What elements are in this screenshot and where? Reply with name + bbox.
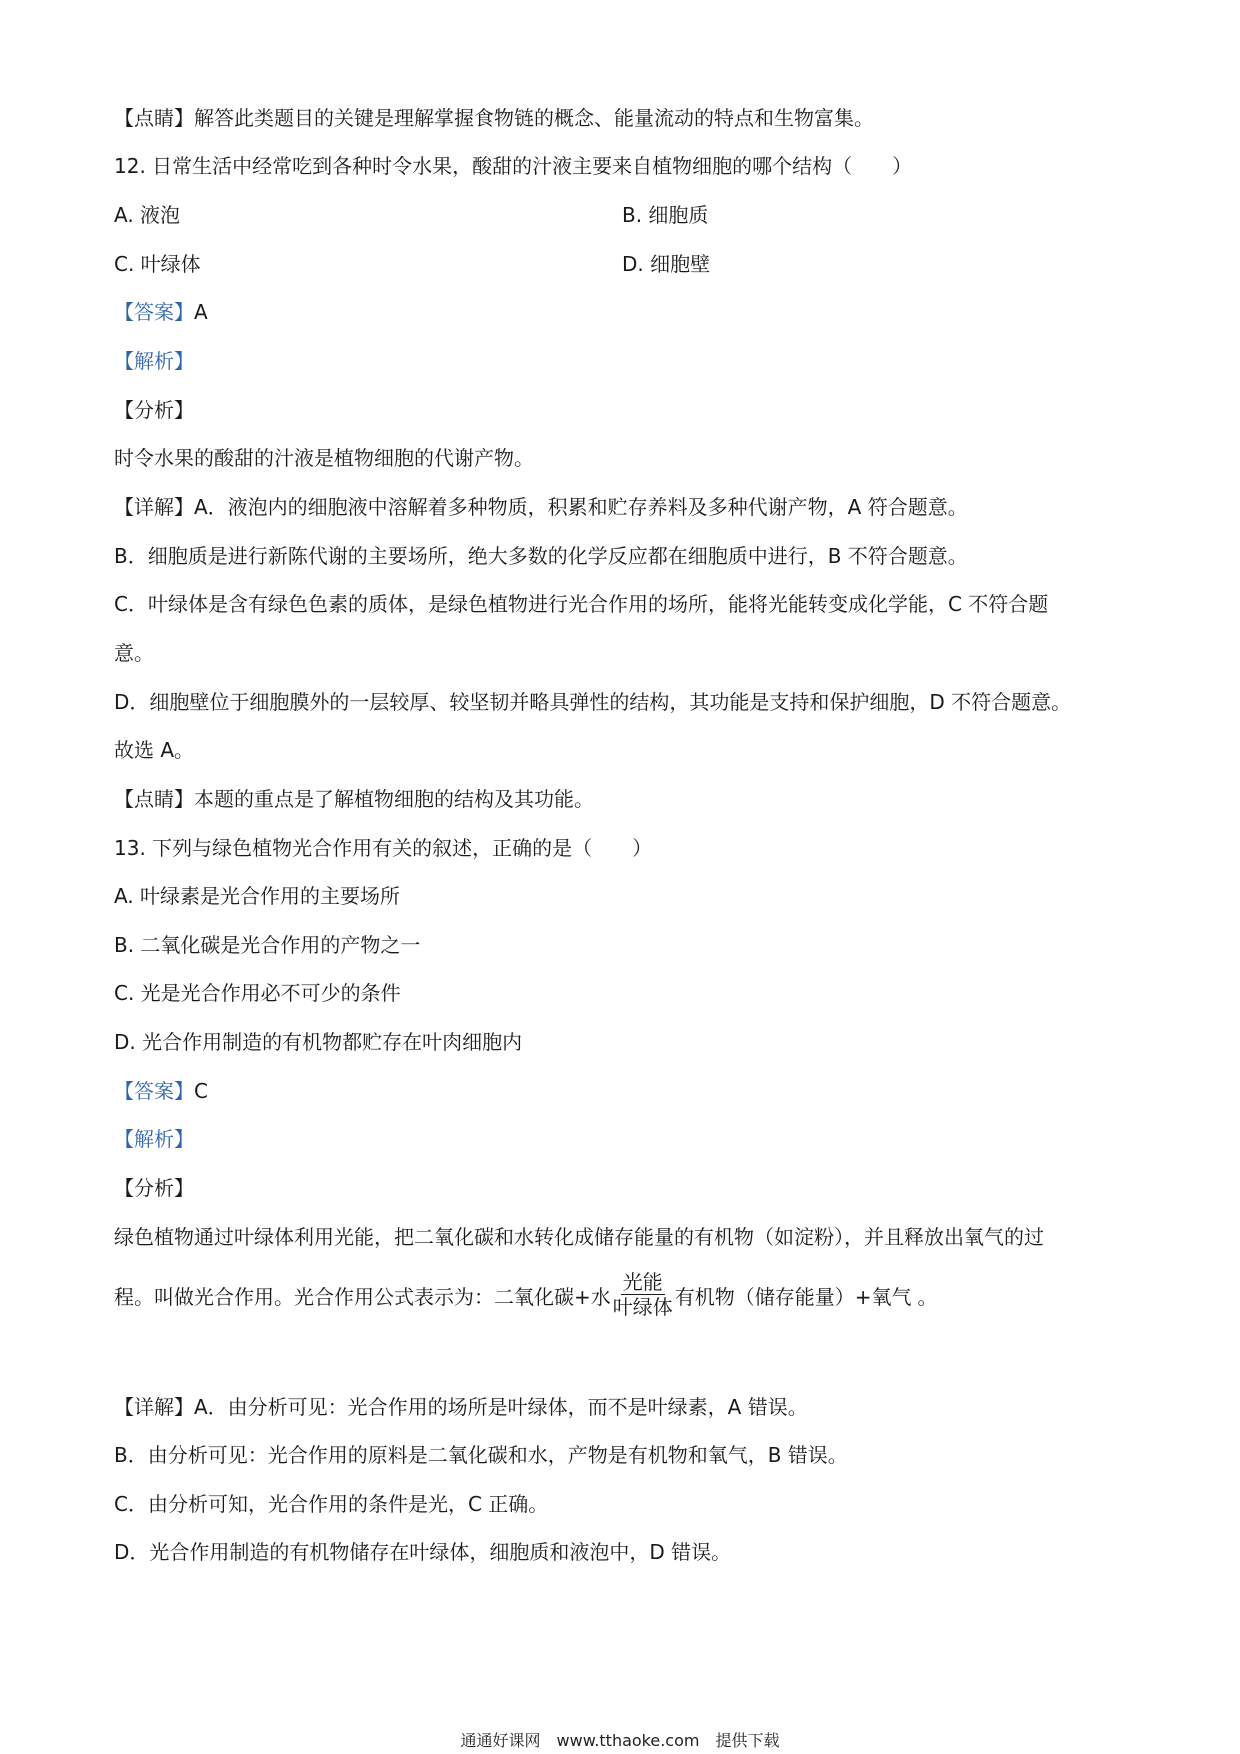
q13-detail-a (114, 1393, 808, 1421)
q13-fenxi: 【分析】 (114, 1176, 194, 1200)
q12-detail-c1: C．叶绿体是含有绿色色素的质体，是绿色植物进行光合作用的场所，能将光能转变成化学能，C 不符合题 (114, 592, 1049, 616)
q13-option-c: C. 光是光合作用必不可少的条件 (114, 981, 401, 1005)
q13-fenxi-text1: 绿色植物通过叶绿体利用光能，把二氧化碳和水转化成储存能量的有机物（如淀粉），并且释放出氧气的过 (114, 1225, 1044, 1249)
q12-fenxi-text: 时令水果的酸甜的汁液是植物细胞的代谢产物。 (114, 446, 534, 470)
formula-energy: 光能 (622, 1270, 663, 1294)
q13-detail-b: B．由分析可见：光合作用的原料是二氧化碳和水，产物是有机物和氧气，B 错误。 (114, 1443, 848, 1467)
note-text: 解答此类题目的关键是理解掌握食物链的概念、能量流动的特点和生物富集。 (194, 106, 874, 130)
note-line (114, 104, 874, 132)
formula-site: 叶绿体 (612, 1295, 673, 1319)
answer-tag: 【答案】 (114, 1079, 194, 1103)
q13-stem: 13. 下列与绿色植物光合作用有关的叙述，正确的是（ ） (114, 836, 653, 860)
q12-detail-d: D．细胞壁位于细胞膜外的一层较厚、较坚韧并略具弹性的结构，其功能是支持和保护细胞，D 不符合题意。 (114, 690, 1072, 714)
q13-answer (114, 1077, 208, 1105)
q12-selection: 故选 A。 (114, 738, 195, 762)
q12-option-d: D. 细胞壁 (622, 252, 711, 276)
q12-option-b: B. 细胞质 (622, 203, 709, 227)
detail-text: A．由分析可见：光合作用的场所是叶绿体，而不是叶绿素，A 错误。 (194, 1395, 808, 1419)
q12-detail-b: B．细胞质是进行新陈代谢的主要场所，绝大多数的化学反应都在细胞质中进行，B 不符合题意。 (114, 544, 968, 568)
q13-option-d: D. 光合作用制造的有机物都贮存在叶肉细胞内 (114, 1030, 523, 1054)
answer-value: A (194, 300, 208, 324)
q13-detail-c: C．由分析可知，光合作用的条件是光，C 正确。 (114, 1492, 549, 1516)
note-tag: 【点睛】 (114, 787, 194, 811)
q13-jiexi: 【解析】 (114, 1127, 194, 1151)
detail-tag: 【详解】 (114, 495, 194, 519)
formula-reactants: 二氧化碳+水 (494, 1284, 611, 1309)
detail-tag: 【详解】 (114, 1395, 194, 1419)
q12-option-a: A. 液泡 (114, 203, 181, 227)
q12-option-c: C. 叶绿体 (114, 252, 201, 276)
note-text: 本题的重点是了解植物细胞的结构及其功能。 (194, 787, 594, 811)
q13-option-a: A. 叶绿素是光合作用的主要场所 (114, 884, 401, 908)
note-tag: 【点睛】 (114, 106, 194, 130)
q12-detail-c2: 意。 (114, 641, 154, 665)
q12-answer (114, 298, 208, 326)
formula-products: 有机物（储存能量）+氧气 (674, 1284, 912, 1309)
q13-formula-line (114, 1272, 938, 1321)
q13-fenxi-text2: 程。叫做光合作用。光合作用公式表示为： (114, 1284, 494, 1309)
q12-fenxi: 【分析】 (114, 398, 194, 422)
q12-note (114, 785, 594, 813)
q12-detail-a (114, 493, 968, 521)
q12-stem: 12. 日常生活中经常吃到各种时令水果，酸甜的汁液主要来自植物细胞的哪个结构（ ） (114, 154, 913, 178)
formula-condition (613, 1270, 673, 1319)
detail-text: A．液泡内的细胞液中溶解着多种物质，积累和贮存养料及多种代谢产物，A 符合题意。 (194, 495, 968, 519)
q13-option-b: B. 二氧化碳是光合作用的产物之一 (114, 933, 421, 957)
answer-tag: 【答案】 (114, 300, 194, 324)
answer-value: C (194, 1079, 208, 1103)
page-footer: 通通好课网 www.tthaoke.com 提供下载 (460, 1731, 780, 1750)
formula-end: 。 (917, 1284, 938, 1309)
q12-jiexi: 【解析】 (114, 349, 194, 373)
q13-detail-d: D．光合作用制造的有机物储存在叶绿体，细胞质和液泡中，D 错误。 (114, 1540, 732, 1564)
